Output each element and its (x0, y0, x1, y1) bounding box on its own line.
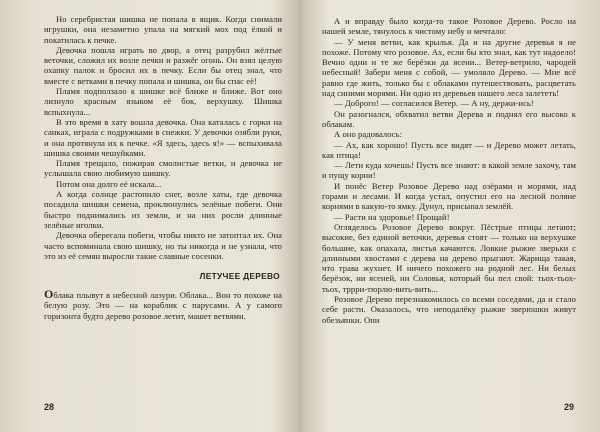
opening-text: блака плывут в небесной лазури. Облака... Вон то похоже на белую розу. Это — на кораблик с парусами. А у самого горизонта будто дерево розовое летит, машет ветвями. (44, 290, 282, 321)
paragraph: А и вправду было когда-то такое Розовое Дерево. Росло на нашей земле, тянулось к чистому небу и мечтало: (322, 16, 576, 37)
right-page (300, 0, 600, 432)
drop-cap: О (44, 287, 54, 302)
paragraph: Но серебристая шишка не попала в ящик. Когда снимали игрушки, она незаметно упала на мягкий мох под ёлкой и покатилась к печке. (44, 14, 282, 45)
paragraph: — У меня ветви, как крылья. Да и на другие деревья я не похоже. Потому что розовое. Ах, если бы кто знал, как тут надоело! Вечно одни и те же берёзки да ясени... Ветер-ветрило, чародей небесный! Забери меня с собой, — умоляло Дерево. — Мне всё равно где жить, только бы с облаками путешествовать, расцветать над синими морями. Ни одно из деревьев нашего леса залететь! (322, 36, 576, 99)
paragraph: Огляделось Розовое Дерево вокруг. Пёстрые птицы летают; высокие, без единой веточки, деревья стоят — только на верхушке большие, как опахала, листья качаются. Ловкие рыжие зверьки с длинными хвостами с дерева на дерево прыгают. Жарища такая, что трава жухнет. И ничего похожего на родной лес. Ни белых берёзок, ни ясеней, ни Соловья, который бы пел свой: тьох-тьох-тьох, тррри-тюрлю-вить-вить... (322, 221, 576, 294)
paragraph: — Доброго! — согласился Ветер. — А ну, держи-ись! (334, 98, 534, 109)
paragraph: Он разогнался, обхватил ветви Дерева и поднял его высоко к облакам. (322, 108, 576, 129)
paragraph: — Ах, как хорошо! Пусть все видят — и Дерево может летать, как птица! (322, 139, 576, 160)
paragraph: И понёс Ветер Розовое Дерево над озёрами и морями, над горами и лесами. И когда устал, опустил его на лесной поляне корнями в какую-то ямку. Дунул, присыпал землёй. (322, 180, 576, 212)
paragraph: Потом она долго её искала... (56, 178, 162, 189)
paragraph: Пламя подползало к шишке всё ближе и ближе. Вот оно лизнуло красным языком её бок, верхушку. Шишка вспыхнула... (44, 86, 282, 117)
story-opening-paragraph (44, 289, 282, 321)
page-number-right: 29 (563, 402, 574, 412)
paragraph: Девочка оберегала побеги, чтобы никто не затоптал их. Она часто вспоминала свою шишку, но ты никогда и не узнала, что это из её семян выросли такие славные сосенки. (44, 230, 282, 261)
paragraph: Пламя трещало, пожирая смолистые ветки, и девочка не услышала свою любимую шишку. (44, 158, 282, 179)
paragraph: В это время в хату вошла девочка. Она каталась с горки на санках, играла с подружками в снежки. У девочки озябли руки, и она протянула их к печке. «Я здесь, здесь я!» — вспыхивала шишка своими чешуйками. (44, 116, 282, 158)
paragraph: — Расти на здоровье! Прощай! (334, 211, 450, 222)
paragraph: А оно радовалось: (334, 129, 403, 140)
paragraph: — Лети куда хочешь! Пусть все знают: в какой земле захочу, там и пущу корни! (322, 160, 576, 181)
story-heading: ЛЕТУЧЕЕ ДЕРЕВО (199, 271, 280, 282)
page-number-left: 28 (44, 402, 55, 412)
paragraph: А когда солнце растопило снег, возле хаты, где девочка посадила шишки семена, проклюнулись зелёные побеги. Они быстро поднимались из земли, и на них росли длинные зелёные иголки. (44, 189, 282, 230)
right-page-body (322, 16, 576, 325)
paragraph: Девочка пошла играть во двор, а отец разрубил жёлтые веточки, сложил их возле печки и разжёг огонь. Он взял целую охапку палок и бросил их в печку. Если бы отец знал, что вместе с ветками в печку попала и шишка, он бы спас её! (44, 44, 282, 86)
left-page-body (44, 14, 282, 261)
paragraph: Розовое Дерево перезнакомилось со всеми соседями, да и стало себе расти. Оказалось, что неподалёку рыжие зверюшки живут обезьянки. Они (322, 294, 576, 325)
